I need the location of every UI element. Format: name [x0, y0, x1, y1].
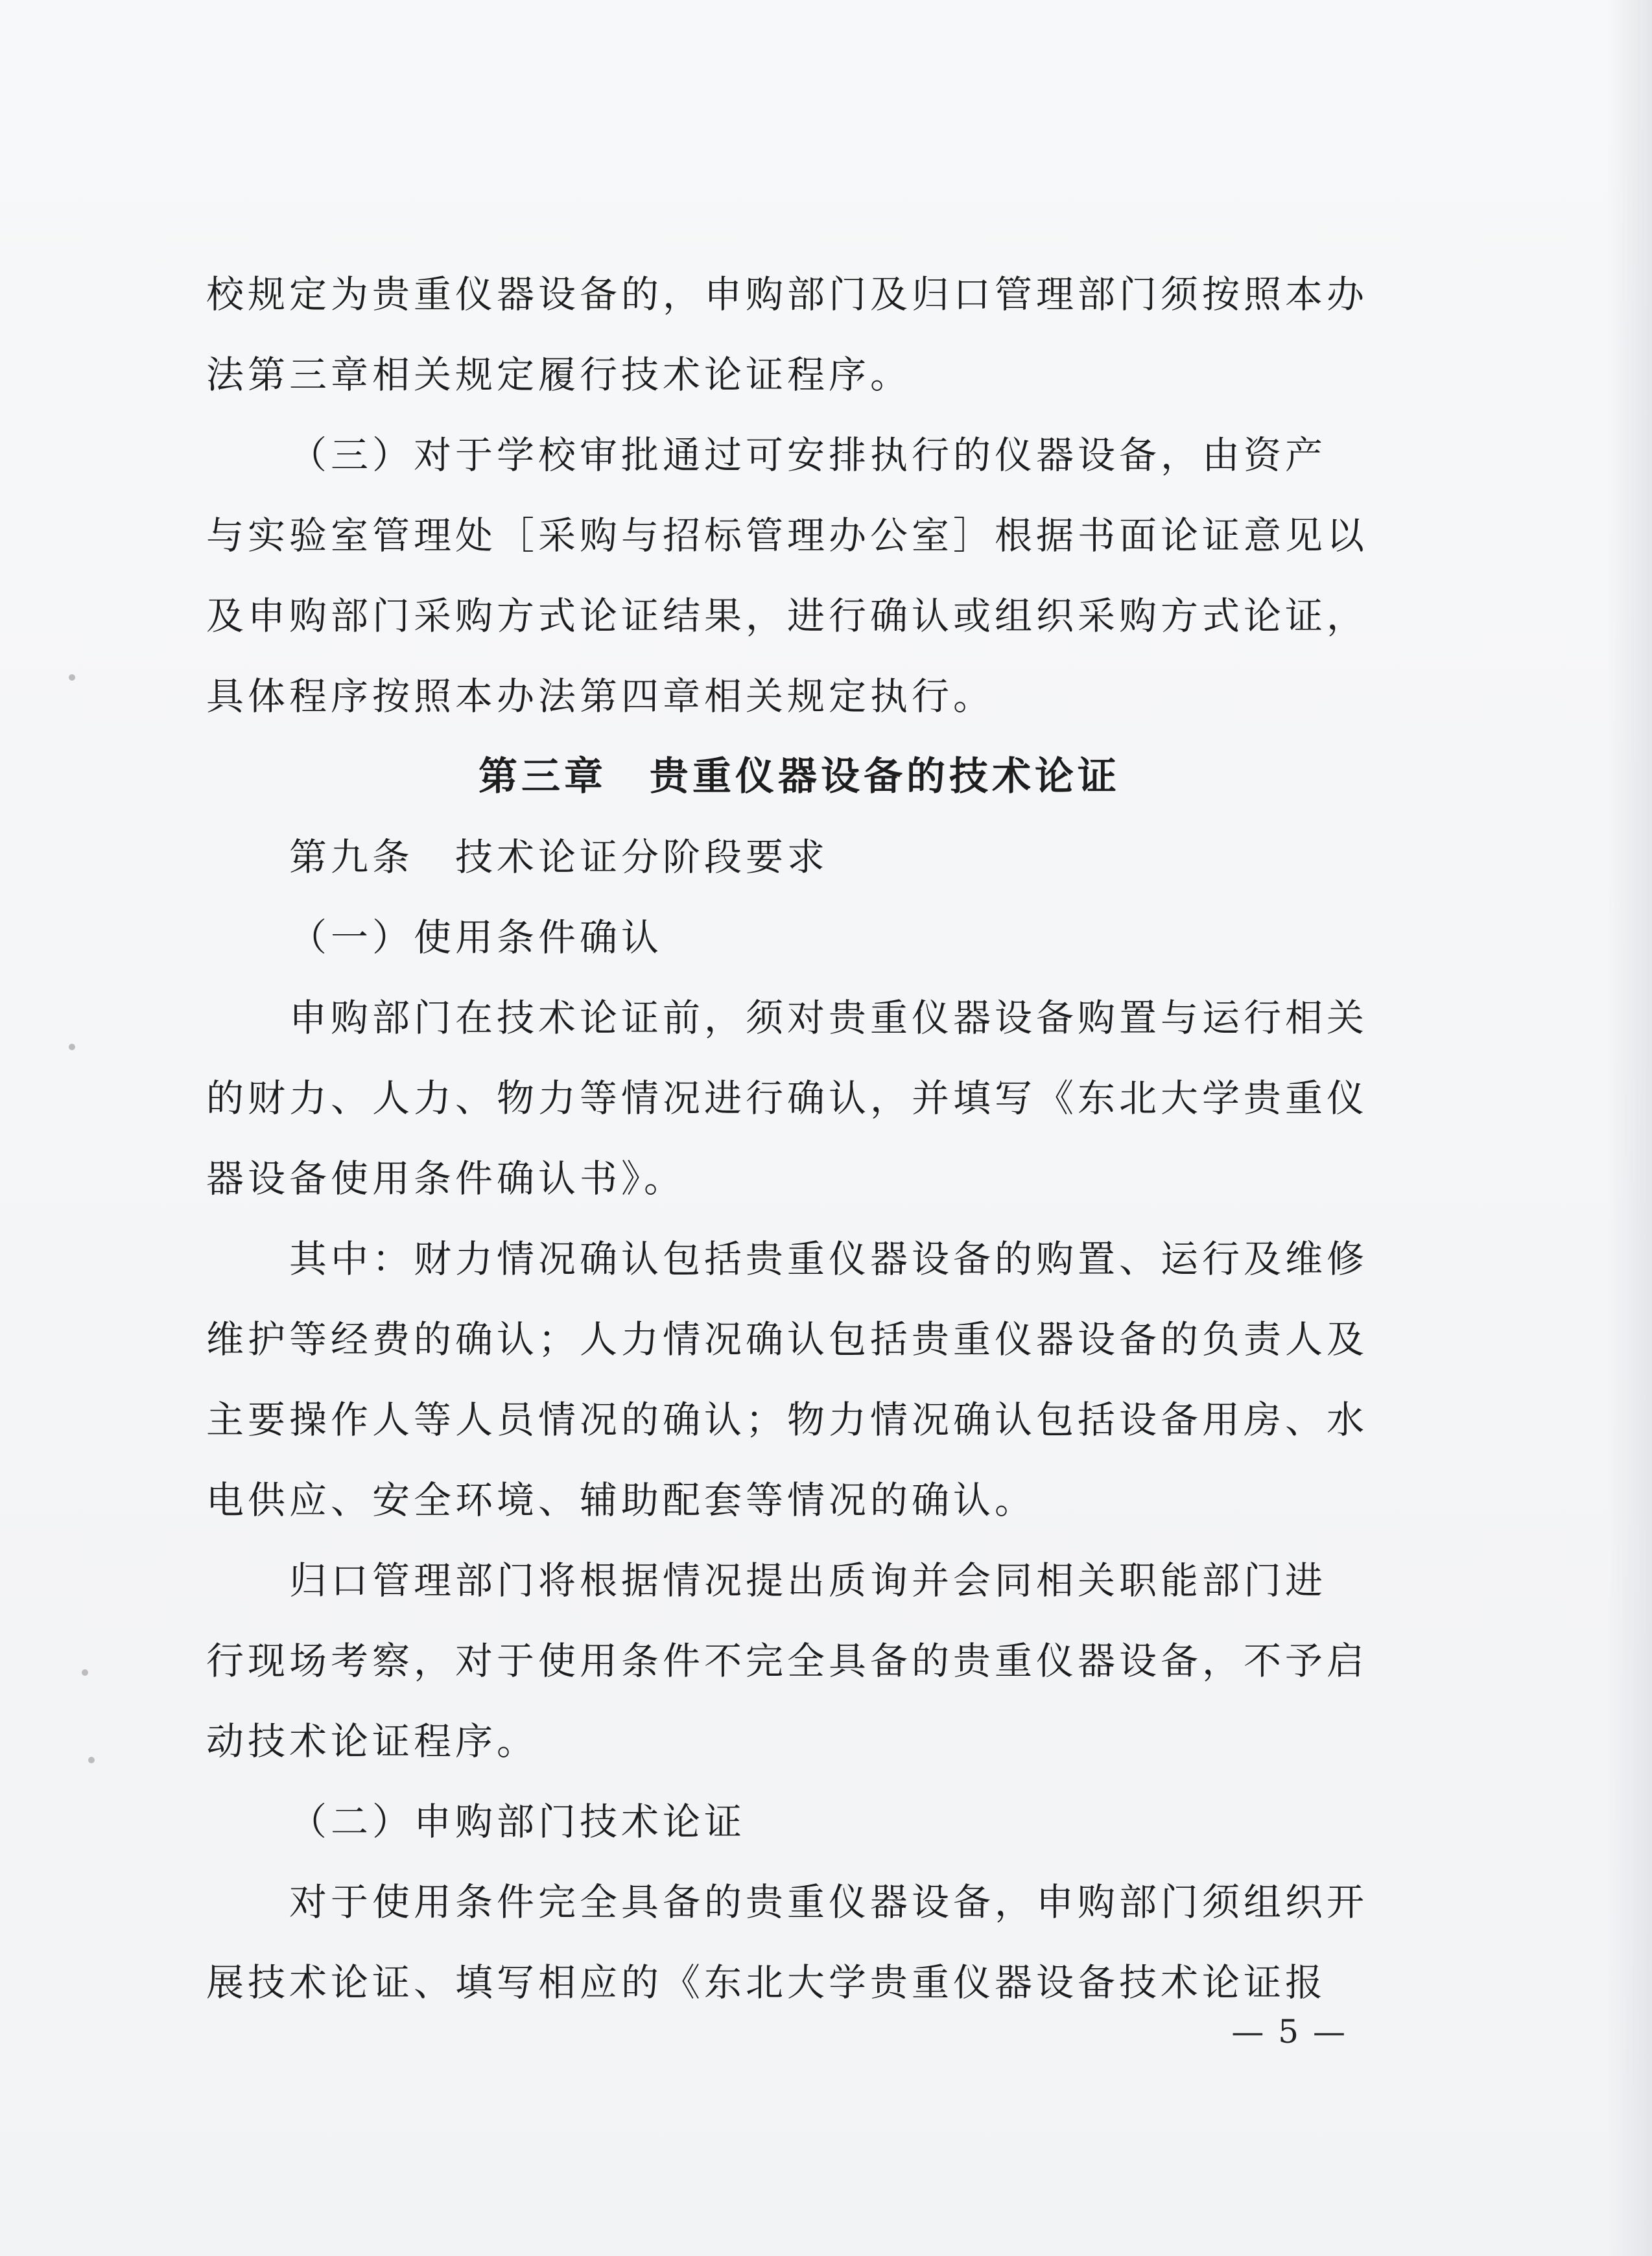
paragraph-line: 及申购部门采购方式论证结果，进行确认或组织采购方式论证，: [206, 594, 1369, 638]
scan-speck: [88, 1757, 95, 1763]
paragraph-line: 法第三章相关规定履行技术论证程序。: [206, 353, 912, 397]
paragraph-line: 电供应、安全环境、辅助配套等情况的确认。: [206, 1478, 1037, 1522]
paragraph-line: 行现场考察，对于使用条件不完全具备的贵重仪器设备，不予启: [206, 1639, 1369, 1683]
paragraph-line: 对于使用条件完全具备的贵重仪器设备，申购部门须组织开: [289, 1880, 1369, 1924]
scan-speck: [69, 674, 75, 681]
paragraph-line: 具体程序按照本办法第四章相关规定执行。: [206, 674, 995, 718]
scan-speck: [69, 1044, 75, 1050]
article-heading: 第九条 技术论证分阶段要求: [289, 835, 829, 879]
paragraph-line: 的财力、人力、物力等情况进行确认，并填写《东北大学贵重仪: [206, 1076, 1369, 1120]
paragraph-line: 其中：财力情况确认包括贵重仪器设备的购置、运行及维修: [289, 1237, 1369, 1281]
paragraph-line: 校规定为贵重仪器设备的，申购部门及归口管理部门须按照本办: [206, 272, 1369, 316]
paragraph-line: 与实验室管理处［采购与招标管理办公室］根据书面论证意见以: [206, 513, 1369, 558]
paragraph-line: 动技术论证程序。: [206, 1719, 539, 1763]
scan-edge-shadow: [1607, 0, 1652, 2256]
paragraph-line: 维护等经费的确认；人力情况确认包括贵重仪器设备的负责人及: [206, 1317, 1369, 1361]
paragraph-line: 展技术论证、填写相应的《东北大学贵重仪器设备技术论证报: [206, 1960, 1327, 2004]
page-number: — 5 —: [1231, 2013, 1347, 2050]
chapter-heading: 第三章 贵重仪器设备的技术论证: [478, 754, 1120, 799]
section-heading: （一）使用条件确认: [289, 915, 663, 959]
paragraph-line: 申购部门在技术论证前，须对贵重仪器设备购置与运行相关: [289, 996, 1369, 1040]
paragraph-line: 归口管理部门将根据情况提出质询并会同相关职能部门进: [289, 1558, 1327, 1603]
paragraph-line: 主要操作人等人员情况的确认；物力情况确认包括设备用房、水: [206, 1398, 1369, 1442]
paragraph-line: 器设备使用条件确认书》。: [206, 1157, 686, 1201]
document-body: [206, 254, 1393, 2023]
section-heading: （二）申购部门技术论证: [289, 1800, 746, 1844]
paragraph-line: （三）对于学校审批通过可安排执行的仪器设备，由资产: [289, 433, 1327, 477]
scan-speck: [82, 1669, 88, 1676]
